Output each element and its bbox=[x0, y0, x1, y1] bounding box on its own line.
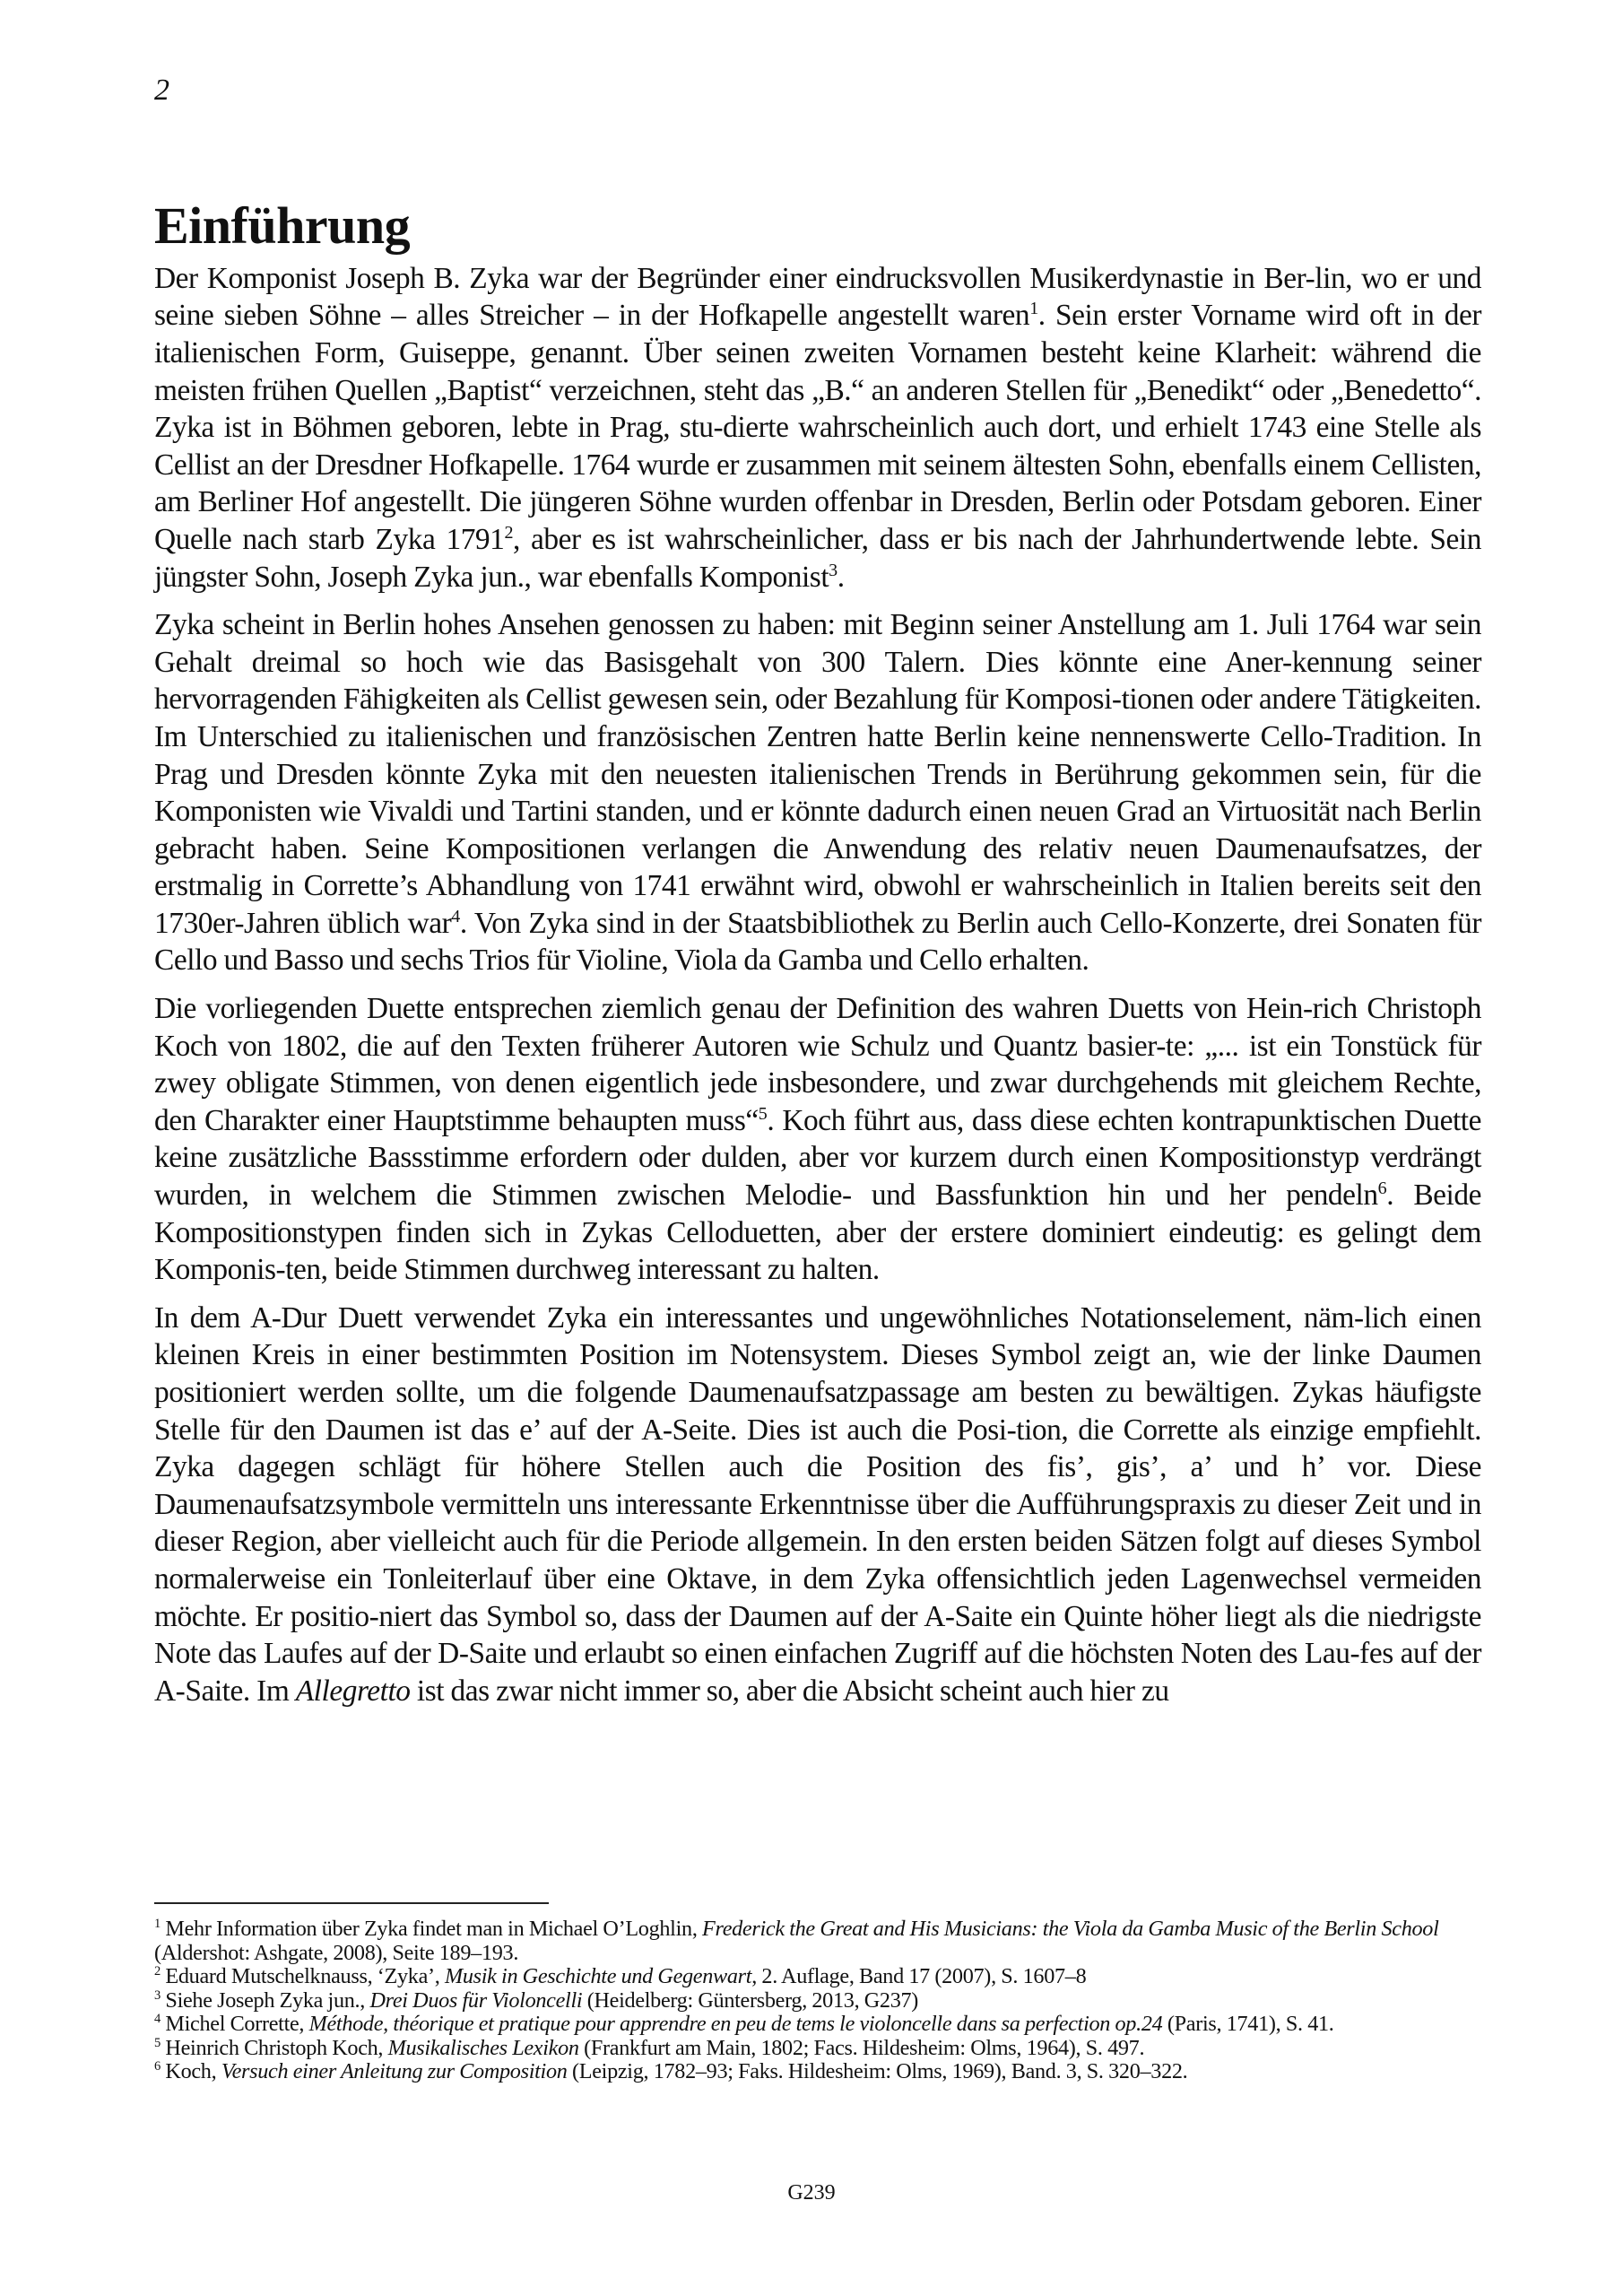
body-paragraph: Die vorliegenden Duette entsprechen ziemlich genau der Definition des wahren Duetts von Hein-rich Christoph Koch von 1802, die auf den Texten früherer Autoren wie Schulz und Quantz basier-te: „... ist ein Tonstück für zwey obligate Stimmen, von denen eigentlich jede insbesondere, und zwar durchgehends mit gleichem Rechte, den Charakter einer Hauptstimme behaupten muss“$^5$. Koch führt aus, dass diese echten kontrapunktischen Duette keine zusätzliche Bassstimme erfordern oder dulden, aber vor kurzem durch einen Kompositionstyp verdrängt wurden, in welchem die Stimmen zwischen Melodie- und Bassfunktion hin und her pendeln$^6$. Beide Kompositionstypen finden sich in Zykas Celloduetten, aber der erstere dominiert eindeutig: es gelingt dem Komponis-ten, beide Stimmen durchweg interessant zu halten. bbox=[154, 992, 1481, 1287]
footnote: $^3$ Siehe Joseph Zyka jun., Drei Duos für Violoncelli (Heidelberg: Güntersberg, 2013, G237) bbox=[154, 1987, 919, 2013]
body-paragraph: Der Komponist Joseph B. Zyka war der Begründer einer eindrucksvollen Musikerdynastie in Ber-lin, wo er und seine sieben Söhne – alles Streicher – in der Hofkapelle angestellt waren$^1$. Sein erster Vorname wird oft in der italienischen Form, Guiseppe, genannt. Über seinen zweiten Vornamen besteht keine Klarheit: während die meisten frühen Quellen „Baptist“ verzeichnen, steht das „B.“ an anderen Stellen für „Benedikt“ oder „Benedetto“. Zyka ist in Böhmen geboren, lebte in Prag, stu-dierte wahrscheinlich auch dort, und erhielt 1743 eine Stelle als Cellist an der Dresdner Hofkapelle. 1764 wurde er zusammen mit seinem ältesten Sohn, ebenfalls einem Cellisten, am Berliner Hof angestellt. Die jüngeren Söhne wurden offenbar in Dresden, Berlin oder Potsdam geboren. Einer Quelle nach starb Zyka 1791$^2$, aber es ist wahrscheinlicher, dass er bis nach der Jahrhundertwende lebte. Sein jüngster Sohn, Joseph Zyka jun., war ebenfalls Komponist$^3$. bbox=[154, 261, 1481, 594]
italic-title: Frederick the Great and His Musicians: the Viola da Gamba Music of the Berlin School bbox=[702, 1917, 1439, 1941]
footnote-ref: 2 bbox=[504, 522, 514, 543]
footnote-separator bbox=[154, 1902, 549, 1904]
footnote: $^2$ Eduard Mutschelknauss, ‘Zyka’, Musik in Geschichte und Gegenwart, 2. Auflage, Band 17 (2007), S. 1607–8 bbox=[154, 1963, 1087, 1988]
footnote-ref: 1 bbox=[154, 1916, 161, 1931]
footnote-ref: 5 bbox=[154, 2035, 161, 2050]
main-content bbox=[154, 197, 1481, 1720]
footnotes bbox=[154, 1918, 1481, 2084]
footnote: $^1$ Mehr Information über Zyka findet man in Michael O’Loghlin, Frederick the Great and His Musicians: the Viola da Gamba Music of the Berlin School (Aldershot: Ashgate, 2008), Seite 189–193. bbox=[154, 1916, 1439, 1965]
footnote-ref: 5 bbox=[758, 1103, 768, 1124]
footnote-ref: 3 bbox=[154, 1987, 161, 2003]
footnote: $^6$ Koch, Versuch einer Anleitung zur Composition (Leipzig, 1782–93; Faks. Hildesheim: Olms, 1969), Band. 3, S. 320–322. bbox=[154, 2058, 1188, 2083]
body-paragraph: In dem A-Dur Duett verwendet Zyka ein interessantes und ungewöhnliches Notationselement, näm-lich einen kleinen Kreis in einer bestimmten Position im Notensystem. Dieses Symbol zeigt an, wie der linke Daumen positioniert werden sollte, um die folgende Daumenaufsatzpassage am besten zu bewältigen. Zykas häufigste Stelle für den Daumen ist das e’ auf der A-Seite. Dies ist auch die Posi-tion, die Corrette als einzige empfiehlt. Zyka dagegen schlägt für höhere Stellen auch die Position des fis’, gis’, a’ und h’ vor. Diese Daumenaufsatzsymbole vermitteln uns interessante Erkenntnisse über die Aufführungspraxis zu dieser Zeit und in dieser Region, aber vielleicht auch für die Periode allgemein. In den ersten beiden Sätzen folgt auf dieses Symbol normalerweise ein Tonleiterlauf über eine Oktave, in dem Zyka offensichtlich jeden Lagenwechsel vermeiden möchte. Er positio-niert das Symbol so, dass der Daumen auf der A-Saite ein Quinte höher liegt als die niedrigste Note das Laufes auf der D-Saite und erlaubt so einen einfachen Zugriff auf die höchsten Noten des Lau-fes auf der A-Saite. Im Allegretto ist das zwar nicht immer so, aber die Absicht scheint auch hier zu bbox=[154, 1300, 1481, 1708]
footnote-ref: 1 bbox=[1029, 299, 1038, 319]
body-paragraph: Zyka scheint in Berlin hohes Ansehen genossen zu haben: mit Beginn seiner Anstellung am 1. Juli 1764 war sein Gehalt dreimal so hoch wie das Basisgehalt von 300 Talern. Dies könnte eine Aner-kennung seiner hervorragenden Fähigkeiten als Cellist gewesen sein, oder Bezahlung für Komposi-tionen oder andere Tätigkeiten. Im Unterschied zu italienischen und französischen Zentren hatte Berlin keine nennenswerte Cello-Tradition. In Prag und Dresden könnte Zyka mit den neuesten italienischen Trends in Berührung gekommen sein, für die Komponisten wie Vivaldi und Tartini standen, und er könnte dadurch einen neuen Grad an Virtuosität nach Berlin gebracht haben. Seine Kompositionen verlangen die Anwendung des relativ neuen Daumenaufsatzes, der erstmalig in Corrette’s Abhandlung von 1741 erwähnt wird, obwohl er wahrscheinlich in Italien bereits seit den 1730er-Jahren üblich war$^4$. Von Zyka sind in der Staatsbibliothek zu Berlin auch Cello-Konzerte, drei Sonaten für Cello und Basso und sechs Trios für Violine, Viola da Gamba und Cello erhalten. bbox=[154, 608, 1481, 978]
section-title: Einführung bbox=[154, 196, 411, 255]
footnote: $^4$ Michel Corrette, Méthode, théorique et pratique pour apprendre en peu de tems le violoncelle dans sa perfection op.24 (Paris, 1741), S. 41. bbox=[154, 2011, 1334, 2036]
footnote: $^5$ Heinrich Christoph Koch, Musikalisches Lexikon (Frankfurt am Main, 1802; Facs. Hildesheim: Olms, 1964), S. 497. bbox=[154, 2035, 1145, 2060]
footnote-ref: 6 bbox=[1377, 1178, 1387, 1198]
footnote-ref: 2 bbox=[154, 1963, 161, 1979]
publisher-code: G239 bbox=[787, 2181, 836, 2205]
italic-title: Allegretto bbox=[295, 1674, 411, 1708]
footnote-ref: 4 bbox=[154, 2011, 161, 2026]
italic-title: Méthode, théorique et pratique pour apprendre en peu de tems le violoncelle dans sa perfection op.24 bbox=[308, 2012, 1163, 2036]
footnote-ref: 6 bbox=[154, 2058, 161, 2074]
italic-title: Musik in Geschichte und Gegenwart bbox=[444, 1964, 752, 1988]
page-number: 2 bbox=[154, 74, 169, 107]
footnote-ref: 4 bbox=[451, 906, 460, 926]
italic-title: Versuch einer Anleitung zur Composition bbox=[221, 2059, 568, 2083]
footnote-ref: 3 bbox=[829, 560, 838, 580]
italic-title: Musikalisches Lexikon bbox=[387, 2035, 579, 2060]
italic-title: Drei Duos für Violoncelli bbox=[369, 1987, 583, 2013]
